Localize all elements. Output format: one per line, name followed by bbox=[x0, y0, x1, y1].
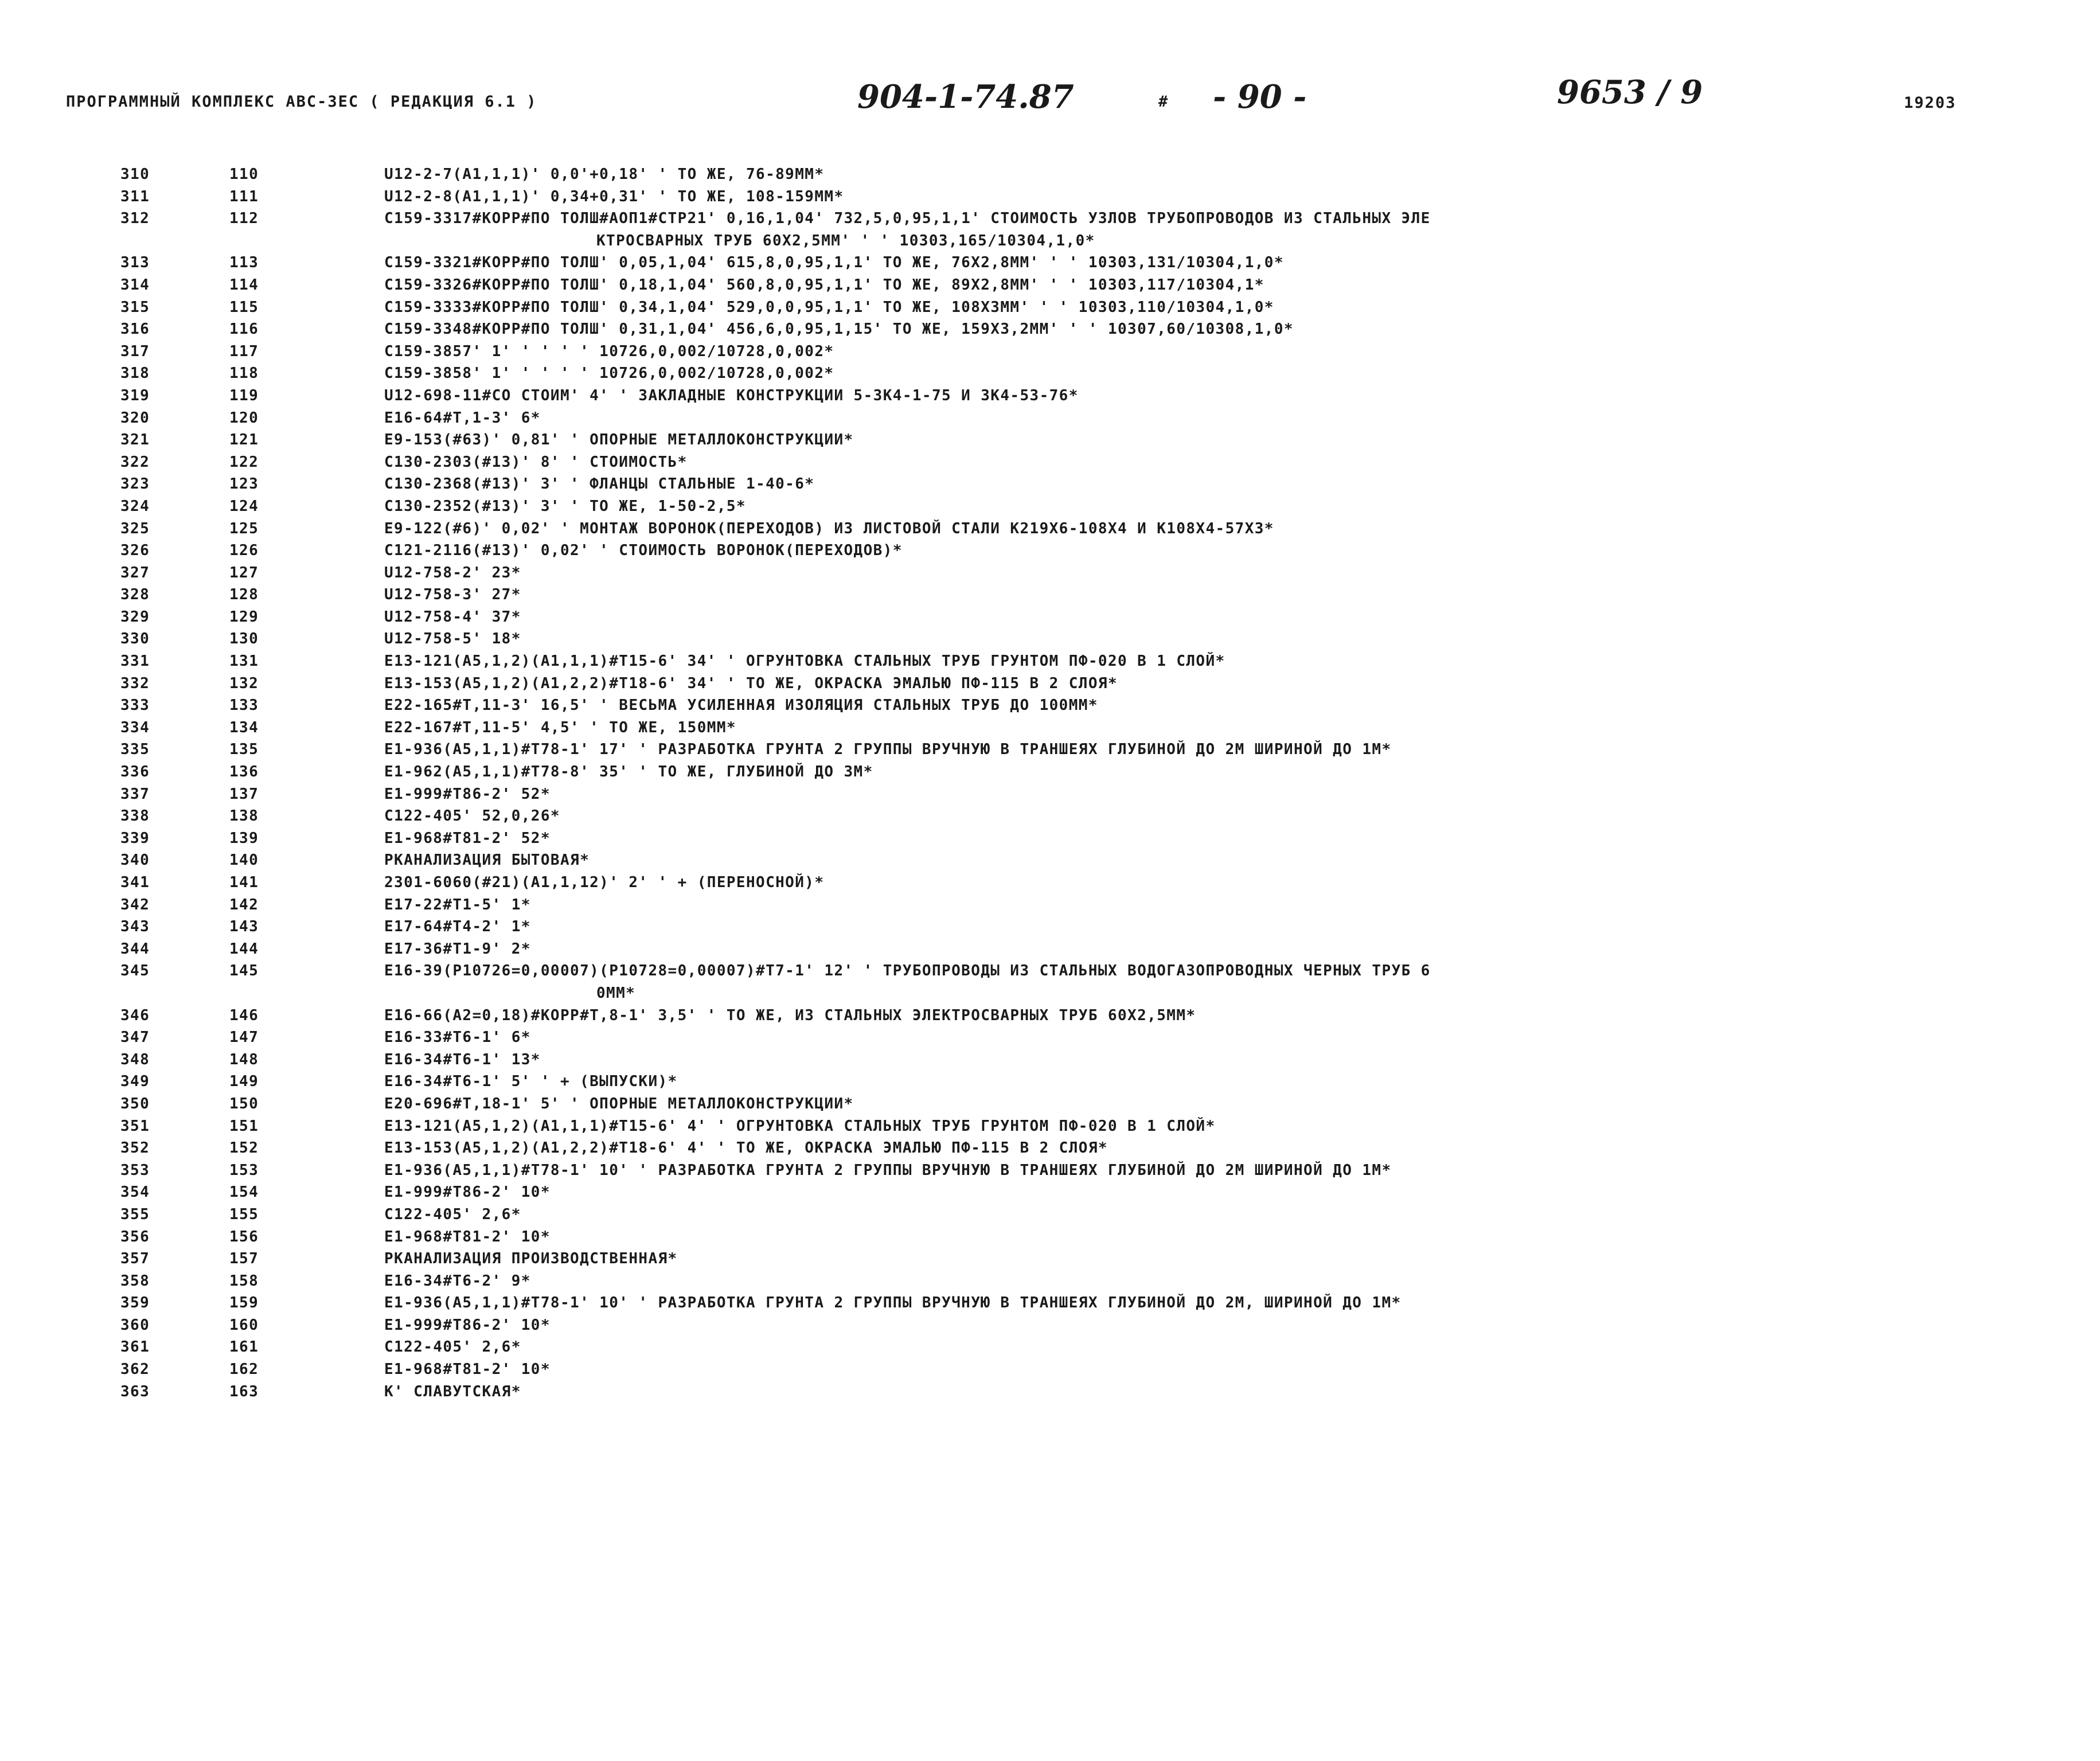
line-number: 339 bbox=[120, 829, 150, 847]
statement-text-main: E22-167#Т,11-5' 4,5' ' ТО ЖЕ, 150ММ* bbox=[384, 719, 736, 736]
statement-text bbox=[384, 650, 2047, 673]
line-number: 322 bbox=[120, 453, 150, 471]
statement-text bbox=[384, 1226, 2047, 1248]
statement-text bbox=[384, 252, 2047, 274]
line-number: 352 bbox=[120, 1139, 150, 1157]
line-number: 331 bbox=[120, 653, 150, 670]
statement-number: 154 bbox=[229, 1184, 259, 1201]
statement-text-main: РКАНАЛИЗАЦИЯ БЫТОВАЯ* bbox=[384, 852, 590, 869]
document-number: 9653 / 9 bbox=[1557, 73, 1703, 111]
statement-number: 162 bbox=[229, 1361, 259, 1379]
statement-text bbox=[384, 783, 2047, 806]
line-number: 318 bbox=[120, 365, 150, 382]
statement-number: 133 bbox=[229, 697, 259, 714]
statement-text bbox=[384, 717, 2047, 739]
line-number: 333 bbox=[120, 697, 150, 714]
listing-line bbox=[0, 1314, 2100, 1337]
statement-number: 134 bbox=[229, 719, 259, 736]
statement-number: 130 bbox=[229, 630, 259, 648]
sheet-number: 19203 bbox=[1904, 94, 1957, 112]
line-number: 332 bbox=[120, 674, 150, 692]
listing-line bbox=[0, 385, 2100, 407]
statement-number: 139 bbox=[229, 829, 259, 847]
listing-line bbox=[0, 1026, 2100, 1049]
statement-text-main: E1-968#Т81-2' 10* bbox=[384, 1228, 551, 1245]
statement-text bbox=[384, 960, 2047, 1004]
listing-line bbox=[0, 1005, 2100, 1027]
listing-line bbox=[0, 805, 2100, 827]
statement-number: 153 bbox=[229, 1161, 259, 1179]
line-number: 363 bbox=[120, 1383, 150, 1400]
statement-number: 148 bbox=[229, 1051, 259, 1068]
statement-number: 114 bbox=[229, 276, 259, 294]
statement-text-main: E13-121(A5,1,2)(A1,1,1)#Т15-6' 34' ' ОГРУНТОВКА СТАЛЬНЫХ ТРУБ ГРУНТОМ ПФ-020 В 1 СЛОЙ* bbox=[384, 653, 1225, 670]
line-number: 351 bbox=[120, 1117, 150, 1135]
line-number: 336 bbox=[120, 763, 150, 781]
listing-line bbox=[0, 938, 2100, 960]
statement-text-main: C159-3321#КОРР#ПО ТОЛШ' 0,05,1,04' 615,8,0,95,1,1' ТО ЖЕ, 76Х2,8ММ' ' ' 10303,131/10304,1,0* bbox=[384, 254, 1284, 272]
statement-number: 126 bbox=[229, 542, 259, 560]
statement-number: 143 bbox=[229, 918, 259, 936]
listing-line bbox=[0, 341, 2100, 363]
statement-text bbox=[384, 274, 2047, 296]
statement-number: 120 bbox=[229, 409, 259, 427]
listing-line bbox=[0, 650, 2100, 673]
statement-text-main: E1-999#Т86-2' 10* bbox=[384, 1316, 551, 1334]
listing-line bbox=[0, 562, 2100, 584]
statement-text bbox=[384, 473, 2047, 495]
statement-text bbox=[384, 407, 2047, 429]
statement-text-main: E1-936(A5,1,1)#Т78-1' 10' ' РАЗРАБОТКА ГРУНТА 2 ГРУППЫ ВРУЧНУЮ В ТРАНШЕЯХ ГЛУБИНОЙ ДО 2М, ШИРИНОЙ ДО 1М* bbox=[384, 1294, 1402, 1312]
statement-text-main: U12-758-2' 23* bbox=[384, 564, 521, 581]
line-number: 358 bbox=[120, 1272, 150, 1290]
statement-number: 147 bbox=[229, 1029, 259, 1047]
statement-text-main: E1-999#Т86-2' 10* bbox=[384, 1184, 551, 1201]
statement-number: 135 bbox=[229, 741, 259, 759]
line-number: 316 bbox=[120, 321, 150, 338]
statement-number: 137 bbox=[229, 785, 259, 803]
line-number: 329 bbox=[120, 608, 150, 626]
line-number: 349 bbox=[120, 1073, 150, 1091]
listing-line bbox=[0, 761, 2100, 783]
statement-number: 145 bbox=[229, 962, 259, 980]
statement-text bbox=[384, 1248, 2047, 1270]
statement-text bbox=[384, 628, 2047, 650]
statement-text bbox=[384, 1071, 2047, 1093]
listing-line bbox=[0, 960, 2100, 1004]
listing-line bbox=[0, 894, 2100, 916]
line-number: 359 bbox=[120, 1294, 150, 1312]
statement-number: 156 bbox=[229, 1228, 259, 1245]
listing-line bbox=[0, 1336, 2100, 1358]
statement-text-main: C121-2116(#13)' 0,02' ' СТОИМОСТЬ ВОРОНОК(ПЕРЕХОДОВ)* bbox=[384, 542, 903, 560]
statement-number: 157 bbox=[229, 1250, 259, 1268]
listing-line bbox=[0, 628, 2100, 650]
line-number: 356 bbox=[120, 1228, 150, 1245]
line-number: 342 bbox=[120, 896, 150, 913]
statement-number: 117 bbox=[229, 342, 259, 360]
statement-text bbox=[384, 849, 2047, 872]
statement-text-continuation: 0ММ* bbox=[596, 984, 636, 1002]
statement-number: 132 bbox=[229, 674, 259, 692]
statement-number: 125 bbox=[229, 520, 259, 537]
statement-text bbox=[384, 186, 2047, 208]
statement-number: 128 bbox=[229, 586, 259, 604]
statement-text bbox=[384, 296, 2047, 319]
listing-line bbox=[0, 717, 2100, 739]
statement-text-main: E13-153(A5,1,2)(A1,2,2)#Т18-6' 4' ' ТО ЖЕ, ОКРАСКА ЭМАЛЬЮ ПФ-115 В 2 СЛОЯ* bbox=[384, 1139, 1108, 1157]
statement-text bbox=[384, 495, 2047, 518]
listing-line bbox=[0, 872, 2100, 894]
statement-text bbox=[384, 739, 2047, 761]
statement-text-main: E22-165#Т,11-3' 16,5' ' ВЕСЬМА УСИЛЕННАЯ ИЗОЛЯЦИЯ СТАЛЬНЫХ ТРУБ ДО 100ММ* bbox=[384, 697, 1098, 714]
line-number: 325 bbox=[120, 520, 150, 537]
line-number: 311 bbox=[120, 188, 150, 205]
line-number: 338 bbox=[120, 807, 150, 825]
line-number: 313 bbox=[120, 254, 150, 272]
statement-text bbox=[384, 1026, 2047, 1049]
listing-line bbox=[0, 694, 2100, 717]
line-number: 341 bbox=[120, 874, 150, 891]
statement-text bbox=[384, 872, 2047, 894]
line-number: 340 bbox=[120, 852, 150, 869]
statement-text bbox=[384, 540, 2047, 562]
statement-number: 123 bbox=[229, 475, 259, 493]
statement-number: 159 bbox=[229, 1294, 259, 1312]
listing-line bbox=[0, 473, 2100, 495]
listing-line bbox=[0, 1358, 2100, 1381]
statement-text bbox=[384, 761, 2047, 783]
statement-number: 158 bbox=[229, 1272, 259, 1290]
listing-line bbox=[0, 208, 2100, 252]
line-number: 314 bbox=[120, 276, 150, 294]
listing-line bbox=[0, 849, 2100, 872]
statement-text-main: E1-936(A5,1,1)#Т78-1' 10' ' РАЗРАБОТКА ГРУНТА 2 ГРУППЫ ВРУЧНУЮ В ТРАНШЕЯХ ГЛУБИНОЙ ДО 2М ШИРИНОЙ ДО 1М* bbox=[384, 1161, 1392, 1179]
statement-text bbox=[384, 1292, 2047, 1314]
statement-text bbox=[384, 1093, 2047, 1115]
line-number: 319 bbox=[120, 386, 150, 404]
line-number: 323 bbox=[120, 475, 150, 493]
statement-text-main: C159-3333#КОРР#ПО ТОЛШ' 0,34,1,04' 529,0,0,95,1,1' ТО ЖЕ, 108Х3ММ' ' ' 10303,110/10304,1,0* bbox=[384, 298, 1274, 316]
line-number: 357 bbox=[120, 1250, 150, 1268]
page-number: - 90 - bbox=[1213, 78, 1307, 116]
statement-text-main: C130-2303(#13)' 8' ' СТОИМОСТЬ* bbox=[384, 453, 688, 471]
listing-lines bbox=[0, 163, 2100, 1403]
statement-text-main: E16-34#Т6-1' 13* bbox=[384, 1051, 541, 1068]
statement-text-main: C159-3326#КОРР#ПО ТОЛШ' 0,18,1,04' 560,8,0,95,1,1' ТО ЖЕ, 89Х2,8ММ' ' ' 10303,117/10304,1* bbox=[384, 276, 1264, 294]
statement-number: 116 bbox=[229, 321, 259, 338]
statement-text-continuation: КТРОСВАРНЫХ ТРУБ 60Х2,5ММ' ' ' 10303,165/10304,1,0* bbox=[596, 232, 1095, 249]
statement-number: 160 bbox=[229, 1316, 259, 1334]
line-number: 330 bbox=[120, 630, 150, 648]
header-mark: # bbox=[1158, 93, 1169, 111]
line-number: 337 bbox=[120, 785, 150, 803]
line-number: 312 bbox=[120, 210, 150, 228]
statement-text bbox=[384, 1381, 2047, 1403]
statement-number: 152 bbox=[229, 1139, 259, 1157]
listing-line bbox=[0, 1204, 2100, 1226]
statement-text-main: C130-2368(#13)' 3' ' ФЛАНЦЫ СТАЛЬНЫЕ 1-40-6* bbox=[384, 475, 815, 493]
statement-text-main: E1-968#Т81-2' 52* bbox=[384, 829, 551, 847]
listing-line bbox=[0, 296, 2100, 319]
listing-line bbox=[0, 429, 2100, 451]
statement-number: 141 bbox=[229, 874, 259, 891]
statement-number: 121 bbox=[229, 431, 259, 449]
statement-text-main: U12-758-4' 37* bbox=[384, 608, 521, 626]
statement-number: 112 bbox=[229, 210, 259, 228]
statement-text-main: C122-405' 2,6* bbox=[384, 1338, 521, 1356]
statement-number: 140 bbox=[229, 852, 259, 869]
statement-text-main: U12-2-8(A1,1,1)' 0,34+0,31' ' ТО ЖЕ, 108-159ММ* bbox=[384, 188, 844, 205]
statement-text-main: E17-22#Т1-5' 1* bbox=[384, 896, 531, 913]
statement-text-main: E1-962(A5,1,1)#Т78-8' 35' ' ТО ЖЕ, ГЛУБИНОЙ ДО 3М* bbox=[384, 763, 873, 781]
listing-line bbox=[0, 1159, 2100, 1182]
statement-number: 115 bbox=[229, 298, 259, 316]
statement-text bbox=[384, 916, 2047, 938]
line-number: 355 bbox=[120, 1205, 150, 1223]
statement-text-main: U12-2-7(A1,1,1)' 0,0'+0,18' ' ТО ЖЕ, 76-89ММ* bbox=[384, 166, 825, 183]
statement-text-main: E1-936(A5,1,1)#Т78-1' 17' ' РАЗРАБОТКА ГРУНТА 2 ГРУППЫ ВРУЧНУЮ В ТРАНШЕЯХ ГЛУБИНОЙ ДО 2М ШИРИНОЙ ДО 1М* bbox=[384, 741, 1392, 759]
listing-line bbox=[0, 1071, 2100, 1093]
statement-text-main: U12-698-11#СО СТОИМ' 4' ' ЗАКЛАДНЫЕ КОНСТРУКЦИИ 5-3К4-1-75 И 3К4-53-76* bbox=[384, 386, 1079, 404]
listing-line bbox=[0, 1181, 2100, 1204]
statement-text bbox=[384, 562, 2047, 584]
statement-text bbox=[384, 1358, 2047, 1381]
statement-text bbox=[384, 1314, 2047, 1337]
line-number: 327 bbox=[120, 564, 150, 581]
statement-text-main: U12-758-3' 27* bbox=[384, 586, 521, 604]
line-number: 334 bbox=[120, 719, 150, 736]
statement-text-main: РКАНАЛИЗАЦИЯ ПРОИЗВОДСТВЕННАЯ* bbox=[384, 1250, 678, 1268]
statement-text bbox=[384, 1204, 2047, 1226]
statement-text bbox=[384, 451, 2047, 474]
statement-text-main: E17-36#Т1-9' 2* bbox=[384, 940, 531, 958]
statement-text-main: E13-121(A5,1,2)(A1,1,1)#Т15-6' 4' ' ОГРУНТОВКА СТАЛЬНЫХ ТРУБ ГРУНТОМ ПФ-020 В 1 СЛОЙ* bbox=[384, 1117, 1216, 1135]
listing-line bbox=[0, 362, 2100, 385]
listing-line bbox=[0, 518, 2100, 540]
statement-text-main: U12-758-5' 18* bbox=[384, 630, 521, 648]
statement-text-main: E16-66(A2=0,18)#КОРР#Т,8-1' 3,5' ' ТО ЖЕ, ИЗ СТАЛЬНЫХ ЭЛЕКТРОСВАРНЫХ ТРУБ 60Х2,5ММ* bbox=[384, 1006, 1196, 1024]
statement-text bbox=[384, 163, 2047, 186]
listing-line bbox=[0, 252, 2100, 274]
statement-text-main: К' СЛАВУТСКАЯ* bbox=[384, 1383, 521, 1400]
listing-line bbox=[0, 186, 2100, 208]
statement-number: 163 bbox=[229, 1383, 259, 1400]
statement-number: 113 bbox=[229, 254, 259, 272]
listing-line bbox=[0, 407, 2100, 429]
statement-text bbox=[384, 341, 2047, 363]
statement-text-main: 2301-6060(#21)(A1,1,12)' 2' ' + (ПЕРЕНОСНОЙ)* bbox=[384, 874, 825, 891]
statement-number: 122 bbox=[229, 453, 259, 471]
line-number: 321 bbox=[120, 431, 150, 449]
statement-text-main: E9-122(#6)' 0,02' ' МОНТАЖ ВОРОНОК(ПЕРЕХОДОВ) ИЗ ЛИСТОВОЙ СТАЛИ К219Х6-108Х4 И К108Х4-57Х3* bbox=[384, 520, 1274, 537]
line-number: 362 bbox=[120, 1361, 150, 1379]
line-number: 344 bbox=[120, 940, 150, 958]
listing-line bbox=[0, 495, 2100, 518]
statement-number: 118 bbox=[229, 365, 259, 382]
statement-number: 142 bbox=[229, 896, 259, 913]
statement-text bbox=[384, 1181, 2047, 1204]
listing-line bbox=[0, 739, 2100, 761]
listing-line bbox=[0, 1270, 2100, 1293]
statement-number: 136 bbox=[229, 763, 259, 781]
statement-text-main: C130-2352(#13)' 3' ' ТО ЖЕ, 1-50-2,5* bbox=[384, 497, 746, 515]
statement-text-main: C159-3317#КОРР#ПО ТОЛШ#АОП1#СТР21' 0,16,1,04' 732,5,0,95,1,1' СТОИМОСТЬ УЗЛОВ ТРУБОПРОВОДОВ ИЗ СТАЛЬНЫХ ЭЛЕ bbox=[384, 210, 1431, 228]
listing-line bbox=[0, 827, 2100, 850]
statement-number: 150 bbox=[229, 1095, 259, 1112]
statement-text-main: C122-405' 2,6* bbox=[384, 1205, 521, 1223]
statement-text bbox=[384, 1115, 2047, 1138]
statement-text bbox=[384, 1049, 2047, 1071]
statement-text-main: C159-3348#КОРР#ПО ТОЛШ' 0,31,1,04' 456,6,0,95,1,15' ТО ЖЕ, 159Х3,2ММ' ' ' 10307,60/10308,1,0* bbox=[384, 321, 1294, 338]
statement-text bbox=[384, 1336, 2047, 1358]
statement-number: 146 bbox=[229, 1006, 259, 1024]
listing-line bbox=[0, 1137, 2100, 1159]
statement-text bbox=[384, 938, 2047, 960]
statement-text-main: C159-3857' 1' ' ' ' ' 10726,0,002/10728,0,002* bbox=[384, 342, 834, 360]
statement-text bbox=[384, 429, 2047, 451]
statement-text bbox=[384, 318, 2047, 341]
statement-number: 124 bbox=[229, 497, 259, 515]
listing-line bbox=[0, 783, 2100, 806]
statement-text bbox=[384, 673, 2047, 695]
statement-text bbox=[384, 385, 2047, 407]
page-header bbox=[66, 73, 2039, 132]
statement-number: 144 bbox=[229, 940, 259, 958]
line-number: 346 bbox=[120, 1006, 150, 1024]
line-number: 317 bbox=[120, 342, 150, 360]
listing-line bbox=[0, 540, 2100, 562]
statement-text-main: E1-999#Т86-2' 52* bbox=[384, 785, 551, 803]
line-number: 360 bbox=[120, 1316, 150, 1334]
statement-number: 151 bbox=[229, 1117, 259, 1135]
statement-number: 119 bbox=[229, 386, 259, 404]
listing-line bbox=[0, 606, 2100, 628]
statement-text-main: E16-64#Т,1-3' 6* bbox=[384, 409, 541, 427]
statement-text bbox=[384, 1159, 2047, 1182]
line-number: 326 bbox=[120, 542, 150, 560]
statement-text-main: C159-3858' 1' ' ' ' ' 10726,0,002/10728,0,002* bbox=[384, 365, 834, 382]
handwritten-code: 904-1-74.87 bbox=[857, 78, 1074, 116]
listing-line bbox=[0, 584, 2100, 606]
statement-text-main: E1-968#Т81-2' 10* bbox=[384, 1361, 551, 1379]
line-number: 328 bbox=[120, 586, 150, 604]
listing-line bbox=[0, 1049, 2100, 1071]
listing-line bbox=[0, 1381, 2100, 1403]
line-number: 320 bbox=[120, 409, 150, 427]
line-number: 353 bbox=[120, 1161, 150, 1179]
statement-text bbox=[384, 1137, 2047, 1159]
statement-text-main: E16-34#Т6-1' 5' ' + (ВЫПУСКИ)* bbox=[384, 1073, 678, 1091]
statement-text-main: E9-153(#63)' 0,81' ' ОПОРНЫЕ МЕТАЛЛОКОНСТРУКЦИИ* bbox=[384, 431, 854, 449]
line-number: 350 bbox=[120, 1095, 150, 1112]
statement-text bbox=[384, 362, 2047, 385]
line-number: 315 bbox=[120, 298, 150, 316]
line-number: 324 bbox=[120, 497, 150, 515]
statement-text bbox=[384, 518, 2047, 540]
line-number: 347 bbox=[120, 1029, 150, 1047]
listing-line bbox=[0, 1292, 2100, 1314]
statement-text bbox=[384, 208, 2047, 252]
statement-number: 111 bbox=[229, 188, 259, 205]
statement-text bbox=[384, 805, 2047, 827]
statement-number: 127 bbox=[229, 564, 259, 581]
statement-text-main: E16-34#Т6-2' 9* bbox=[384, 1272, 531, 1290]
statement-number: 110 bbox=[229, 166, 259, 183]
statement-number: 138 bbox=[229, 807, 259, 825]
statement-text bbox=[384, 584, 2047, 606]
program-title: ПРОГРАММНЫЙ КОМПЛЕКС АВС-ЗЕС ( РЕДАКЦИЯ 6.1 ) bbox=[66, 93, 537, 111]
statement-text bbox=[384, 894, 2047, 916]
line-number: 361 bbox=[120, 1338, 150, 1356]
statement-text-main: E16-39(P10726=0,00007)(P10728=0,00007)#Т7-1' 12' ' ТРУБОПРОВОДЫ ИЗ СТАЛЬНЫХ ВОДОГАЗОПРОВОДНЫХ ЧЕРНЫХ ТРУБ 6 bbox=[384, 962, 1431, 980]
listing-line bbox=[0, 1248, 2100, 1270]
listing-line bbox=[0, 318, 2100, 341]
statement-text bbox=[384, 1270, 2047, 1293]
statement-number: 161 bbox=[229, 1338, 259, 1356]
listing-line bbox=[0, 274, 2100, 296]
statement-number: 155 bbox=[229, 1205, 259, 1223]
statement-text bbox=[384, 1005, 2047, 1027]
line-number: 348 bbox=[120, 1051, 150, 1068]
statement-text-main: E13-153(A5,1,2)(A1,2,2)#Т18-6' 34' ' ТО ЖЕ, ОКРАСКА ЭМАЛЬЮ ПФ-115 В 2 СЛОЯ* bbox=[384, 674, 1118, 692]
listing-line bbox=[0, 1226, 2100, 1248]
statement-number: 149 bbox=[229, 1073, 259, 1091]
statement-text-main: E16-33#Т6-1' 6* bbox=[384, 1029, 531, 1047]
listing-line bbox=[0, 1093, 2100, 1115]
listing-line bbox=[0, 163, 2100, 186]
statement-text-main: E17-64#Т4-2' 1* bbox=[384, 918, 531, 936]
statement-text-main: E20-696#Т,18-1' 5' ' ОПОРНЫЕ МЕТАЛЛОКОНСТРУКЦИИ* bbox=[384, 1095, 854, 1112]
statement-text bbox=[384, 694, 2047, 717]
line-number: 354 bbox=[120, 1184, 150, 1201]
line-number: 335 bbox=[120, 741, 150, 759]
listing-line bbox=[0, 916, 2100, 938]
statement-text-main: C122-405' 52,0,26* bbox=[384, 807, 560, 825]
listing-line bbox=[0, 451, 2100, 474]
line-number: 343 bbox=[120, 918, 150, 936]
line-number: 310 bbox=[120, 166, 150, 183]
statement-text bbox=[384, 606, 2047, 628]
listing-line bbox=[0, 673, 2100, 695]
statement-number: 131 bbox=[229, 653, 259, 670]
line-number: 345 bbox=[120, 962, 150, 980]
listing-line bbox=[0, 1115, 2100, 1138]
statement-text bbox=[384, 827, 2047, 850]
statement-number: 129 bbox=[229, 608, 259, 626]
